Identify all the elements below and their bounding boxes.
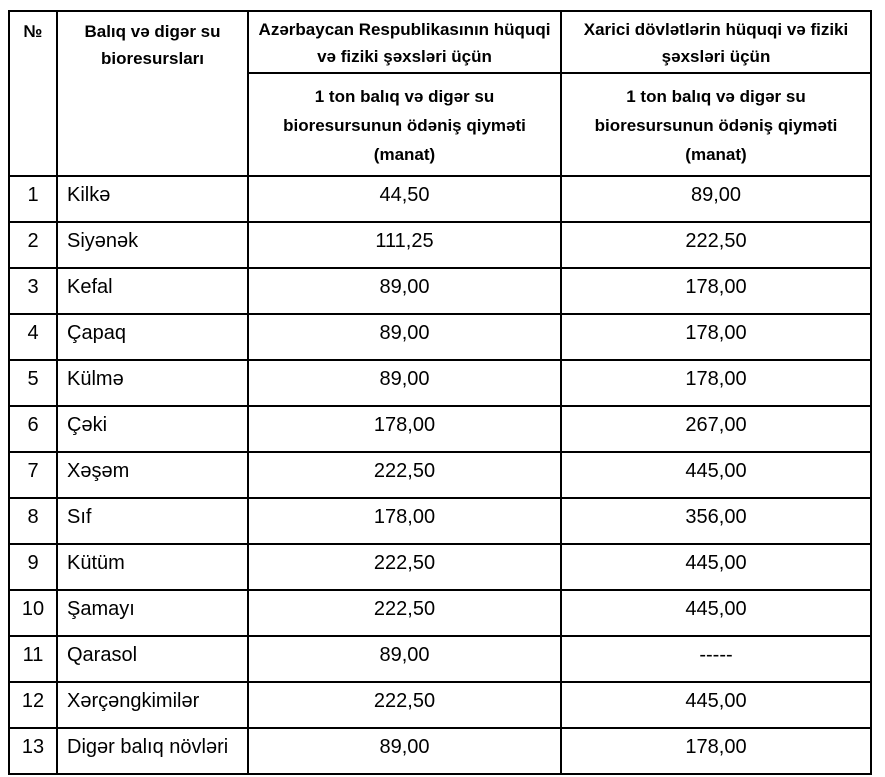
local-price: 44,50: [248, 176, 561, 222]
foreign-price: -----: [561, 636, 871, 682]
table-row: [9, 590, 871, 636]
fish-name: Kefal: [57, 268, 248, 314]
table-row: [9, 452, 871, 498]
fish-name: Digər balıq növləri: [57, 728, 248, 774]
row-number: 10: [9, 590, 57, 636]
fish-name: Qarasol: [57, 636, 248, 682]
fish-name: Siyənək: [57, 222, 248, 268]
column-header-resource-name: Balıq və digər su bioresursları: [57, 11, 248, 176]
row-number: 7: [9, 452, 57, 498]
fish-name: Çəki: [57, 406, 248, 452]
local-price: 222,50: [248, 452, 561, 498]
local-price: 111,25: [248, 222, 561, 268]
fish-name: Sıf: [57, 498, 248, 544]
row-number: 3: [9, 268, 57, 314]
row-number: 13: [9, 728, 57, 774]
fish-name: Xərçəngkimilər: [57, 682, 248, 728]
table-row: [9, 544, 871, 590]
foreign-price: 445,00: [561, 682, 871, 728]
column-header-local-entities: Azərbaycan Respublikasının hüquqi və fiziki şəxsləri üçün: [248, 11, 561, 73]
local-price: 222,50: [248, 682, 561, 728]
table-row: [9, 636, 871, 682]
row-number: 4: [9, 314, 57, 360]
table-row: [9, 222, 871, 268]
row-number: 5: [9, 360, 57, 406]
local-price: 178,00: [248, 498, 561, 544]
foreign-price: 178,00: [561, 268, 871, 314]
row-number: 6: [9, 406, 57, 452]
fish-bioresource-price-table: [8, 10, 872, 775]
row-number: 11: [9, 636, 57, 682]
column-header-number: №: [9, 11, 57, 176]
column-header-foreign-entities: Xarici dövlətlərin hüquqi və fiziki şəxsləri üçün: [561, 11, 871, 73]
foreign-price: 89,00: [561, 176, 871, 222]
fish-name: Kilkə: [57, 176, 248, 222]
table-row: [9, 268, 871, 314]
table-row: [9, 498, 871, 544]
subheader-price-local: 1 ton balıq və digər su bioresursunun ödəniş qiyməti (manat): [248, 73, 561, 176]
row-number: 9: [9, 544, 57, 590]
table-row: [9, 176, 871, 222]
table-row: [9, 682, 871, 728]
local-price: 89,00: [248, 314, 561, 360]
foreign-price: 222,50: [561, 222, 871, 268]
table-row: [9, 360, 871, 406]
foreign-price: 445,00: [561, 452, 871, 498]
row-number: 2: [9, 222, 57, 268]
foreign-price: 178,00: [561, 728, 871, 774]
table-row: [9, 314, 871, 360]
row-number: 12: [9, 682, 57, 728]
foreign-price: 267,00: [561, 406, 871, 452]
fish-name: Çapaq: [57, 314, 248, 360]
fish-name: Kütüm: [57, 544, 248, 590]
local-price: 89,00: [248, 728, 561, 774]
fish-name: Şamayı: [57, 590, 248, 636]
foreign-price: 178,00: [561, 314, 871, 360]
local-price: 89,00: [248, 360, 561, 406]
row-number: 8: [9, 498, 57, 544]
table-row: [9, 406, 871, 452]
row-number: 1: [9, 176, 57, 222]
fish-name: Külmə: [57, 360, 248, 406]
foreign-price: 356,00: [561, 498, 871, 544]
local-price: 89,00: [248, 268, 561, 314]
foreign-price: 445,00: [561, 590, 871, 636]
local-price: 89,00: [248, 636, 561, 682]
local-price: 222,50: [248, 590, 561, 636]
local-price: 222,50: [248, 544, 561, 590]
foreign-price: 178,00: [561, 360, 871, 406]
local-price: 178,00: [248, 406, 561, 452]
subheader-price-foreign: 1 ton balıq və digər su bioresursunun ödəniş qiyməti (manat): [561, 73, 871, 176]
table-row: [9, 728, 871, 774]
fish-name: Xəşəm: [57, 452, 248, 498]
foreign-price: 445,00: [561, 544, 871, 590]
